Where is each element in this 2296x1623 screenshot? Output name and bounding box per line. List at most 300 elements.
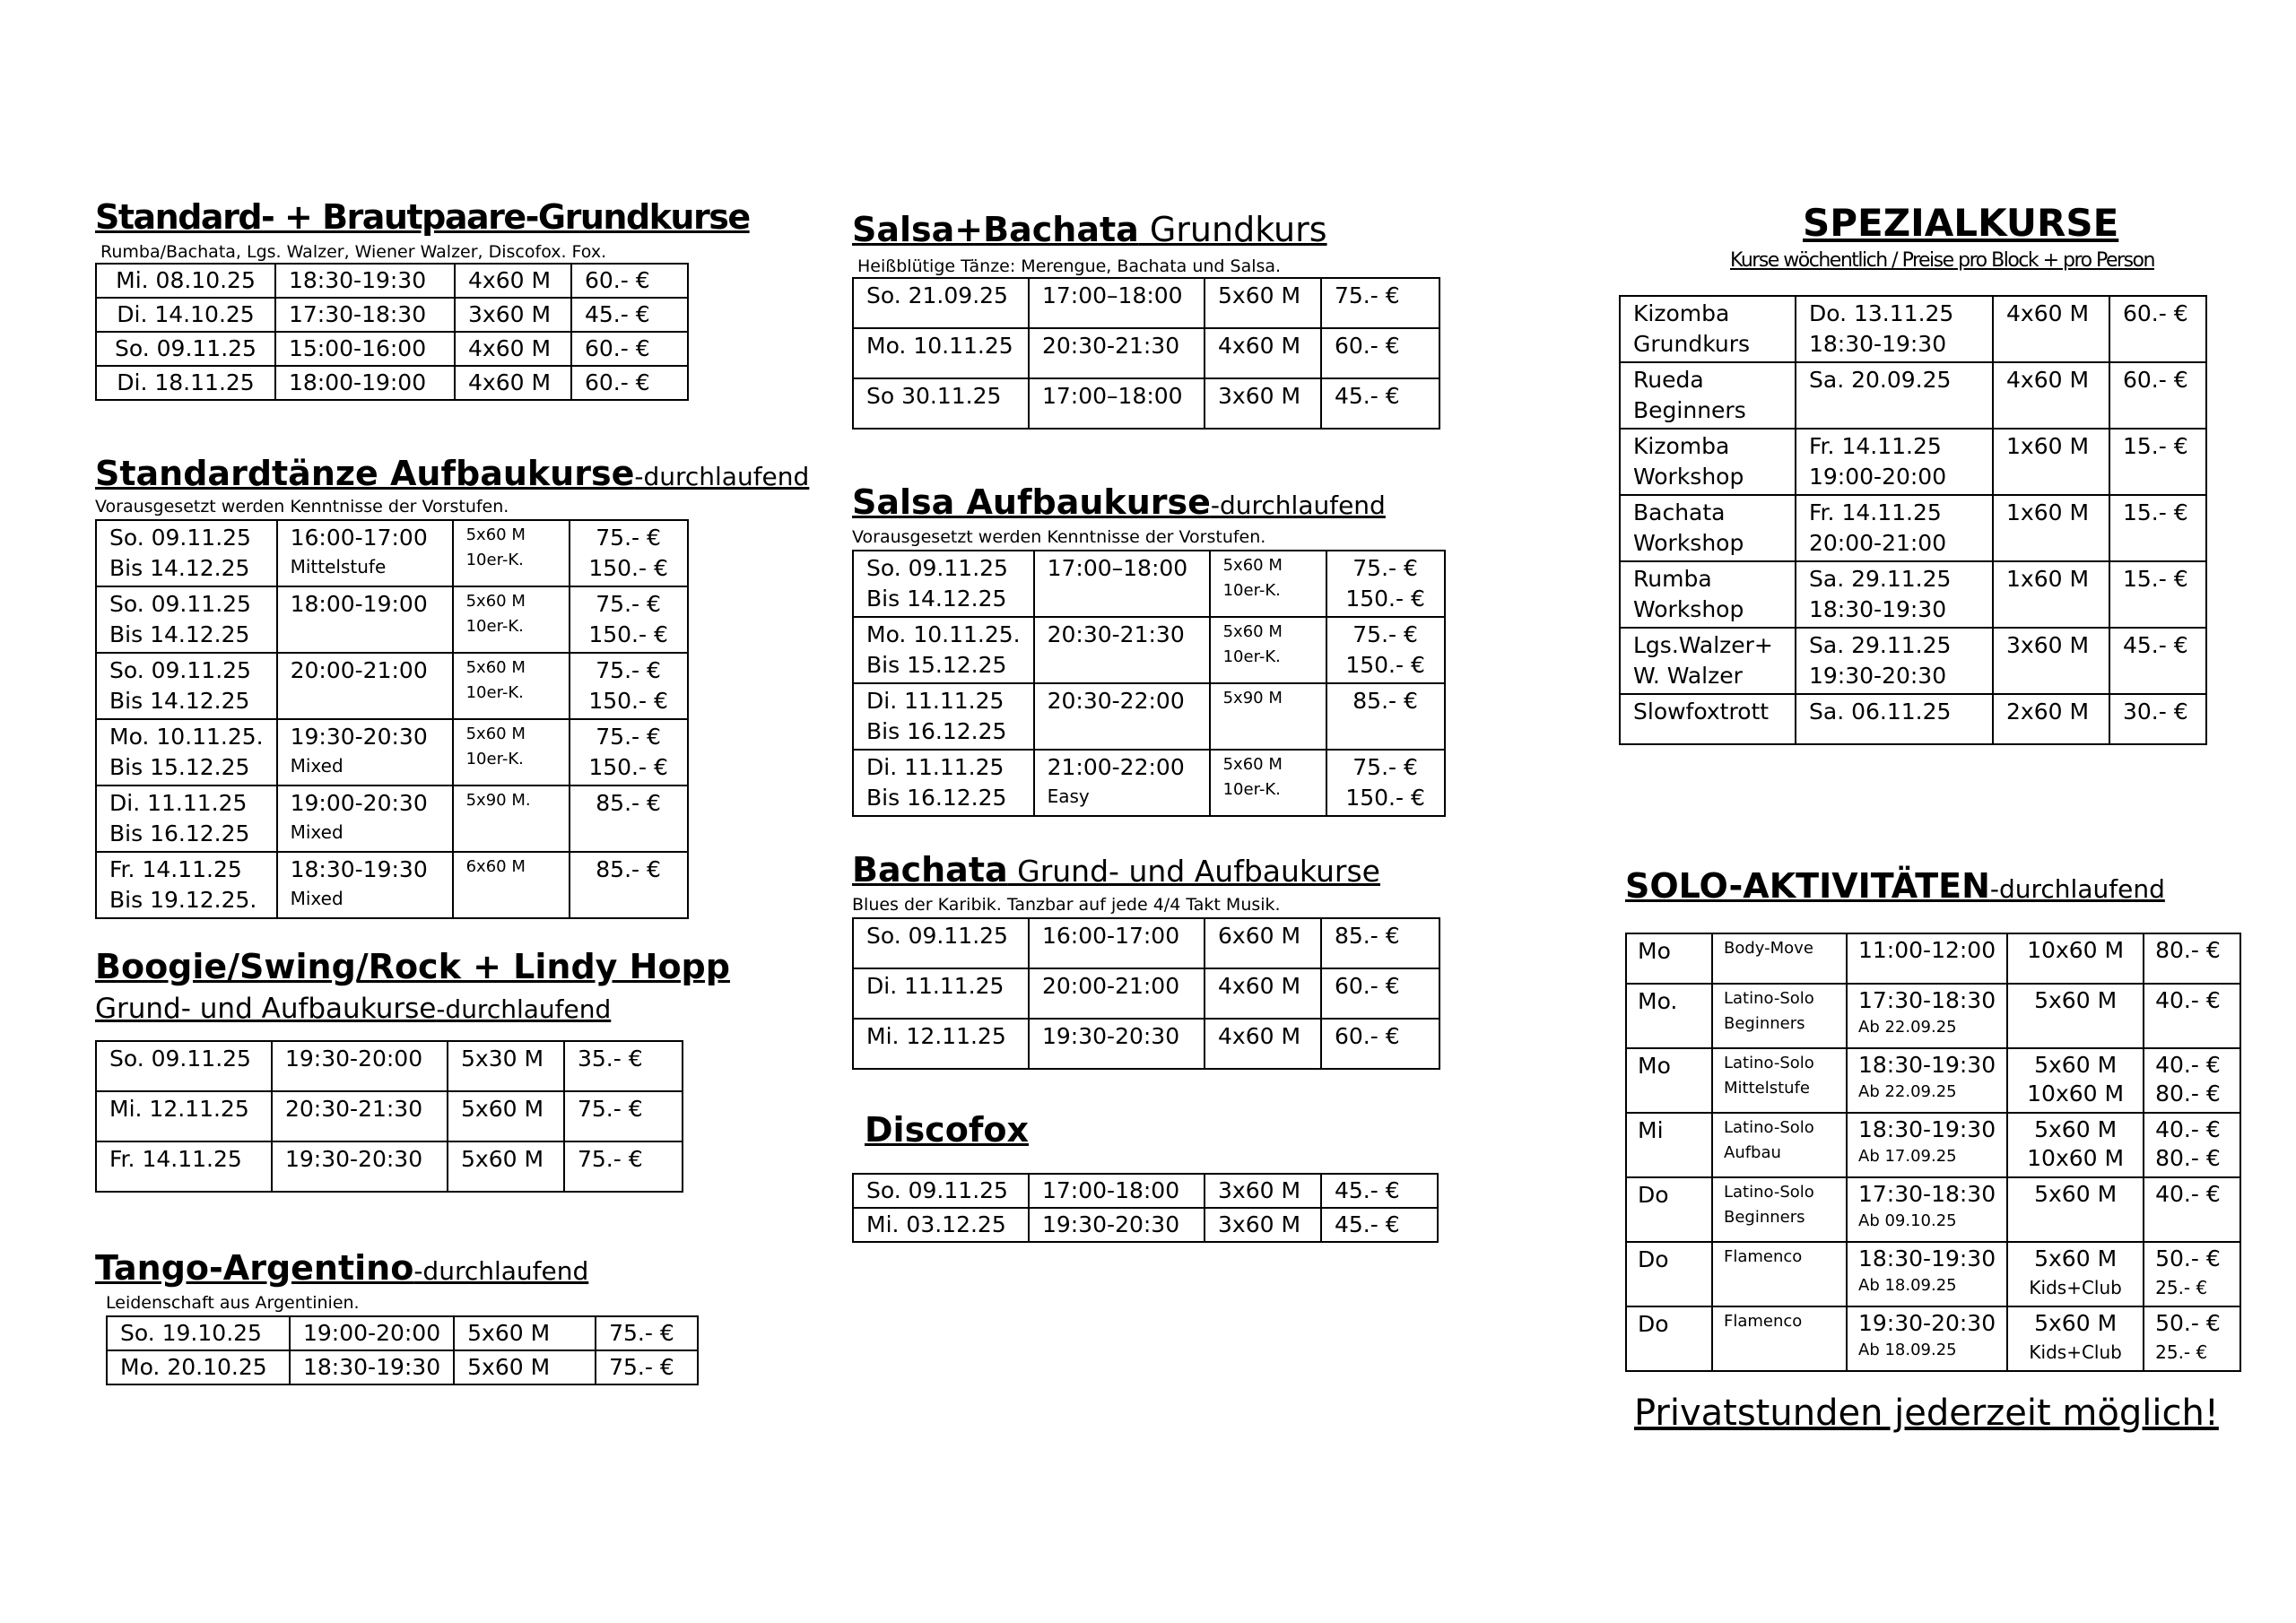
table-cell	[2144, 1048, 2240, 1113]
cell-text: So. 09.11.25	[109, 1045, 251, 1072]
table-cell	[1321, 1174, 1438, 1208]
cell-text: Kids+Club	[2029, 1341, 2122, 1363]
cell-text: 18:30-19:30	[303, 1353, 441, 1380]
table-cell	[1029, 378, 1205, 429]
table-cell	[570, 785, 688, 852]
cell-text: 16:00-17:00	[290, 524, 428, 551]
cell-text: 5x30 M	[461, 1045, 544, 1072]
salsa-aufbau-section	[852, 484, 1446, 817]
cell-text: Mixed	[290, 820, 344, 843]
table-cell	[96, 719, 277, 785]
cell-text: Latino-Solo	[1724, 1053, 1814, 1072]
table-cell	[272, 1041, 448, 1091]
table-cell	[1796, 429, 1993, 495]
table-cell	[1626, 984, 1712, 1048]
table-cell	[2144, 933, 2240, 984]
cell-text: 150.- €	[1345, 651, 1425, 678]
cell-text: Di. 11.11.25	[866, 687, 1004, 714]
table-cell	[290, 1316, 454, 1350]
cell-text: 10x60 M	[2027, 1144, 2125, 1171]
table-cell	[1993, 694, 2109, 744]
table-row	[96, 586, 688, 653]
cell-text: 4x60 M	[1218, 332, 1301, 359]
table-cell	[1796, 362, 1993, 429]
cell-text: Do	[1638, 1310, 1669, 1337]
table-cell	[96, 366, 275, 400]
cell-text: 4x60 M	[1218, 972, 1301, 999]
cell-text: Latino-Solo	[1724, 1117, 1814, 1137]
table-cell	[96, 298, 275, 332]
table-row	[1620, 495, 2206, 561]
cell-text: Bis 15.12.25	[109, 753, 250, 780]
cell-text: Workshop	[1633, 463, 1744, 490]
cell-text: 60.- €	[585, 334, 650, 361]
cell-text: 5x60 M	[465, 591, 526, 611]
cell-text: 10er-K.	[1222, 647, 1281, 666]
cell-text: 45.- €	[1335, 382, 1400, 409]
cell-text: 60.- €	[1335, 972, 1400, 999]
cell-text: 5x60 M	[2034, 1180, 2118, 1207]
table-cell	[1029, 1208, 1205, 1242]
table-row	[853, 551, 1445, 617]
cell-text: Fr. 14.11.25	[109, 1145, 242, 1172]
cell-text: Bis 14.12.25	[866, 585, 1007, 612]
standard-aufbau-table	[95, 519, 689, 919]
cell-text: 10er-K.	[1222, 779, 1281, 799]
table-row	[853, 1208, 1438, 1242]
cell-text: Bis 16.12.25	[866, 784, 1007, 811]
salsa-bachata-title-rest: Grundkurs	[1138, 210, 1327, 249]
cell-text: So. 09.11.25	[866, 1176, 1008, 1203]
cell-text: Mo. 10.11.25	[866, 332, 1013, 359]
table-row	[96, 785, 688, 852]
standard-aufbau-section	[95, 456, 809, 919]
cell-text: 21:00-22:00	[1047, 753, 1185, 780]
cell-text: 75.- €	[596, 590, 661, 617]
table-cell	[853, 1174, 1029, 1208]
table-cell	[96, 1091, 272, 1141]
cell-text: 75.- €	[1335, 282, 1400, 308]
bachata-table	[852, 917, 1440, 1070]
table-cell	[1796, 694, 1993, 744]
table-cell	[853, 750, 1034, 816]
standard-aufbau-subtitle: Vorausgesetzt werden Kenntnisse der Vorstufen.	[95, 496, 509, 516]
cell-text: 18:30-19:30	[1809, 330, 1947, 357]
cell-text: 17:00-18:00	[1042, 1176, 1180, 1203]
table-cell	[2109, 495, 2206, 561]
salsa-bachata-table	[852, 277, 1440, 430]
table-cell	[277, 785, 453, 852]
table-row	[853, 278, 1439, 328]
table-cell	[453, 520, 570, 586]
table-cell	[1034, 551, 1210, 617]
table-cell	[1321, 968, 1439, 1019]
table-row	[96, 332, 688, 366]
cell-text: 20:30-21:30	[1047, 621, 1185, 647]
table-cell	[1205, 378, 1321, 429]
table-cell	[853, 683, 1034, 750]
salsa-bachata-title	[852, 212, 1440, 249]
table-cell	[1712, 1306, 1847, 1371]
table-cell	[1620, 561, 1796, 628]
table-cell	[275, 366, 455, 400]
cell-text: 19:30-20:30	[290, 723, 428, 750]
cell-text: Kids+Club	[2029, 1276, 2122, 1298]
boogie-title2-text: Grund- und Aufbaukurse	[95, 992, 437, 1025]
table-cell	[853, 328, 1029, 378]
cell-text: Flamenco	[1724, 1311, 1803, 1331]
cell-text: Di. 11.11.25	[109, 789, 248, 816]
table-cell	[596, 1350, 698, 1384]
cell-text: 18:00-19:00	[290, 590, 428, 617]
cell-text: 18:30-19:30	[1858, 1245, 1996, 1271]
cell-text: 20:30-21:30	[285, 1095, 423, 1122]
cell-text: Di. 18.11.25	[117, 369, 255, 395]
cell-text: Bis 19.12.25.	[109, 886, 257, 913]
cell-text: Mixed	[290, 754, 344, 777]
table-cell	[1029, 328, 1205, 378]
cell-text: 19:00-20:30	[290, 789, 428, 816]
table-cell	[96, 332, 275, 366]
cell-text: 5x60 M	[2034, 1245, 2118, 1271]
table-cell	[571, 298, 688, 332]
table-cell	[1993, 362, 2109, 429]
cell-text: 20:30-22:00	[1047, 687, 1185, 714]
table-cell	[2109, 694, 2206, 744]
table-cell	[1620, 362, 1796, 429]
cell-text: So. 19.10.25	[120, 1319, 262, 1346]
cell-text: 11:00-12:00	[1858, 936, 1996, 963]
table-cell	[853, 617, 1034, 683]
table-cell	[1620, 296, 1796, 362]
table-cell	[571, 332, 688, 366]
cell-text: Latino-Solo	[1724, 1182, 1814, 1202]
table-cell	[1993, 561, 2109, 628]
table-cell	[1321, 918, 1439, 968]
cell-text: Beginners	[1724, 1013, 1805, 1033]
cell-text: 5x60 M	[2034, 1051, 2118, 1078]
cell-text: 5x60 M	[1222, 621, 1283, 641]
table-cell	[453, 653, 570, 719]
cell-text: 25.- €	[2155, 1276, 2208, 1298]
table-cell	[2109, 362, 2206, 429]
table-cell	[571, 264, 688, 298]
table-cell	[1210, 683, 1326, 750]
table-cell	[107, 1350, 290, 1384]
cell-text: Mi. 03.12.25	[866, 1211, 1006, 1237]
cell-text: Rumba	[1633, 565, 1712, 592]
table-row	[96, 719, 688, 785]
table-cell	[596, 1316, 698, 1350]
cell-text: 20:30-21:30	[1042, 332, 1180, 359]
table-row	[1626, 1113, 2240, 1177]
cell-text: 19:00-20:00	[1809, 463, 1947, 490]
table-row	[853, 968, 1439, 1019]
table-cell	[277, 586, 453, 653]
cell-text: 150.- €	[588, 687, 668, 714]
cell-text: Bis 16.12.25	[109, 820, 250, 846]
table-cell	[570, 586, 688, 653]
cell-text: 40.- €	[2155, 1180, 2221, 1207]
table-cell	[2144, 1242, 2240, 1306]
cell-text: 5x90 M.	[465, 790, 531, 810]
table-cell	[1626, 1113, 1712, 1177]
cell-text: 19:30-20:30	[285, 1145, 423, 1172]
table-cell	[1847, 1242, 2007, 1306]
table-cell	[2007, 1113, 2144, 1177]
standard-grund-section	[95, 199, 750, 401]
cell-text: 20:00-21:00	[1042, 972, 1180, 999]
table-cell	[1210, 551, 1326, 617]
table-cell	[1205, 1019, 1321, 1069]
cell-text: Sa. 29.11.25	[1809, 565, 1952, 592]
bachata-subtitle: Blues der Karibik. Tanzbar auf jede 4/4 Takt Musik.	[852, 894, 1281, 915]
cell-text: 20:00-21:00	[1809, 529, 1947, 556]
table-cell	[1321, 1208, 1438, 1242]
cell-text: 1x60 M	[2006, 565, 2090, 592]
salsa-bachata-title-bold: Salsa+Bachata	[852, 210, 1139, 249]
boogie-suffix: -durchlaufend	[436, 994, 612, 1024]
cell-text: 5x60 M	[2034, 1309, 2118, 1336]
table-cell	[275, 332, 455, 366]
table-cell	[1847, 933, 2007, 984]
table-row	[1626, 1242, 2240, 1306]
cell-text: 75.- €	[596, 656, 661, 683]
table-cell	[1205, 1208, 1321, 1242]
cell-text: Mo	[1638, 937, 1671, 964]
standard-aufbau-title	[95, 456, 809, 493]
cell-text: 19:30-20:30	[1809, 662, 1947, 689]
solo-table	[1625, 933, 2241, 1372]
cell-text: 10x60 M	[2027, 936, 2125, 963]
cell-text: Workshop	[1633, 595, 1744, 622]
cell-text: 75.- €	[596, 524, 661, 551]
table-cell	[1712, 1048, 1847, 1113]
table-cell	[448, 1091, 564, 1141]
cell-text: Rueda	[1633, 366, 1704, 393]
table-cell	[1029, 918, 1205, 968]
table-cell	[1626, 1242, 1712, 1306]
table-cell	[455, 264, 571, 298]
table-cell	[1847, 1113, 2007, 1177]
cell-text: Mo	[1638, 1052, 1671, 1079]
cell-text: 19:30-20:30	[1042, 1211, 1180, 1237]
table-row	[853, 750, 1445, 816]
salsa-aufbau-table	[852, 550, 1446, 817]
table-cell	[290, 1350, 454, 1384]
cell-text: 60.- €	[585, 266, 650, 293]
cell-text: Ab 17.09.25	[1858, 1146, 1957, 1166]
cell-text: Easy	[1047, 785, 1090, 807]
table-cell	[1993, 495, 2109, 561]
cell-text: Kizomba	[1633, 299, 1730, 326]
cell-text: 80.- €	[2155, 936, 2221, 963]
cell-text: 5x60 M	[461, 1145, 544, 1172]
cell-text: 5x60 M	[1218, 282, 1301, 308]
cell-text: Beginners	[1724, 1207, 1805, 1227]
cell-text: 45.- €	[1335, 1176, 1400, 1203]
spezial-subtitle: Kurse wöchentlich / Preise pro Block + pro Person	[1730, 249, 2154, 273]
table-cell	[1620, 694, 1796, 744]
cell-text: 60.- €	[1335, 1022, 1400, 1049]
table-cell	[272, 1141, 448, 1192]
table-cell	[1847, 1048, 2007, 1113]
table-cell	[2144, 1306, 2240, 1371]
table-cell	[1029, 1019, 1205, 1069]
table-cell	[1993, 628, 2109, 694]
table-row	[96, 653, 688, 719]
cell-text: Ab 18.09.25	[1858, 1275, 1957, 1295]
table-cell	[1796, 628, 1993, 694]
table-cell	[1205, 918, 1321, 968]
cell-text: 30.- €	[2123, 698, 2188, 725]
cell-text: 19:30-20:00	[285, 1045, 423, 1072]
table-row	[96, 520, 688, 586]
table-row	[107, 1316, 698, 1350]
cell-text: 75.- €	[596, 723, 661, 750]
cell-text: Do	[1638, 1245, 1669, 1272]
table-cell	[96, 264, 275, 298]
table-cell	[2109, 296, 2206, 362]
cell-text: Mittelstufe	[1724, 1078, 1810, 1098]
cell-text: So. 09.11.25	[866, 922, 1008, 949]
table-cell	[1034, 617, 1210, 683]
table-cell	[1034, 750, 1210, 816]
table-cell	[1796, 495, 1993, 561]
table-cell	[1626, 933, 1712, 984]
solo-title-text: SOLO-AKTIVITÄTEN	[1625, 866, 1990, 906]
cell-text: 60.- €	[2123, 299, 2188, 326]
table-cell	[2144, 1113, 2240, 1177]
salsa-bachata-subtitle: Heißblütige Tänze: Merengue, Bachata und Salsa.	[857, 256, 1282, 276]
table-row	[853, 1174, 1438, 1208]
table-cell	[2007, 933, 2144, 984]
cell-text: 10er-K.	[465, 749, 524, 768]
discofox-title: Discofox	[865, 1110, 1029, 1150]
table-cell	[1321, 278, 1439, 328]
table-row	[853, 378, 1439, 429]
table-row	[1620, 429, 2206, 495]
spezial-title: SPEZIALKURSE	[1803, 201, 2119, 245]
tango-title-text: Tango-Argentino	[95, 1248, 414, 1288]
solo-title	[1625, 868, 2241, 906]
cell-text: 5x90 M	[1222, 688, 1283, 707]
table-cell	[1847, 1177, 2007, 1242]
tango-suffix: -durchlaufend	[413, 1256, 589, 1286]
table-cell	[2007, 1306, 2144, 1371]
table-cell	[107, 1316, 290, 1350]
cell-text: Ab 18.09.25	[1858, 1340, 1957, 1359]
cell-text: 19:30-20:30	[1858, 1309, 1996, 1336]
cell-text: Flamenco	[1724, 1246, 1803, 1266]
table-cell	[2007, 1177, 2144, 1242]
table-cell	[96, 785, 277, 852]
table-row	[1626, 1048, 2240, 1113]
table-row	[96, 264, 688, 298]
table-cell	[454, 1350, 596, 1384]
table-cell	[453, 785, 570, 852]
cell-text: 5x60 M	[465, 724, 526, 743]
table-cell	[1712, 1177, 1847, 1242]
table-cell	[455, 366, 571, 400]
cell-text: 15.- €	[2123, 565, 2188, 592]
table-row	[1620, 362, 2206, 429]
cell-text: 75.- €	[578, 1145, 643, 1172]
cell-text: 4x60 M	[1218, 1022, 1301, 1049]
table-cell	[1326, 551, 1445, 617]
cell-text: 18:30-19:30	[1858, 1051, 1996, 1078]
cell-text: Aufbau	[1724, 1142, 1781, 1162]
table-cell	[277, 653, 453, 719]
cell-text: 17:00–18:00	[1047, 554, 1188, 581]
table-cell	[1205, 278, 1321, 328]
table-cell	[277, 520, 453, 586]
cell-text: 60.- €	[585, 369, 650, 395]
table-cell	[96, 852, 277, 918]
table-cell	[853, 378, 1029, 429]
cell-text: 19:00-20:00	[303, 1319, 441, 1346]
table-cell	[1712, 984, 1847, 1048]
cell-text: 85.- €	[596, 855, 661, 882]
cell-text: 40.- €	[2155, 986, 2221, 1013]
cell-text: 4x60 M	[468, 369, 552, 395]
table-cell	[1205, 328, 1321, 378]
cell-text: 40.- €	[2155, 1051, 2221, 1078]
cell-text: 4x60 M	[2006, 366, 2090, 393]
cell-text: 85.- €	[1352, 687, 1418, 714]
table-cell	[1847, 984, 2007, 1048]
cell-text: 75.- €	[578, 1095, 643, 1122]
boogie-title: Boogie/Swing/Rock + Lindy Hopp	[95, 947, 730, 986]
solo-suffix: -durchlaufend	[1989, 874, 2165, 904]
table-row	[96, 298, 688, 332]
table-cell	[564, 1141, 683, 1192]
cell-text: Mo. 10.11.25.	[866, 621, 1021, 647]
cell-text: Mo. 20.10.25	[120, 1353, 267, 1380]
table-cell	[853, 968, 1029, 1019]
cell-text: Bis 16.12.25	[866, 717, 1007, 744]
cell-text: Body-Move	[1724, 938, 1813, 958]
cell-text: 5x60 M	[1222, 754, 1283, 774]
cell-text: Sa. 20.09.25	[1809, 366, 1952, 393]
cell-text: 60.- €	[2123, 366, 2188, 393]
table-cell	[96, 653, 277, 719]
table-cell	[1029, 278, 1205, 328]
table-cell	[1034, 683, 1210, 750]
table-cell	[2109, 628, 2206, 694]
discofox-section	[852, 1112, 1439, 1243]
table-row	[96, 1141, 683, 1192]
table-cell	[1205, 1174, 1321, 1208]
table-cell	[1712, 1242, 1847, 1306]
cell-text: 20:00-21:00	[290, 656, 428, 683]
cell-text: Mixed	[290, 887, 344, 909]
cell-text: 6x60 M	[1218, 922, 1301, 949]
boogie-title2	[95, 994, 730, 1024]
cell-text: 5x60 M	[465, 525, 526, 544]
bachata-title	[852, 852, 1440, 890]
boogie-table	[95, 1040, 683, 1193]
cell-text: 60.- €	[1335, 332, 1400, 359]
cell-text: 3x60 M	[1218, 382, 1301, 409]
standard-aufbau-title-text: Standardtänze Aufbaukurse	[95, 454, 635, 493]
cell-text: So. 09.11.25	[109, 524, 251, 551]
cell-text: So. 09.11.25	[109, 656, 251, 683]
standard-grund-subtitle: Rumba/Bachata, Lgs. Walzer, Wiener Walzer, Discofox. Fox.	[100, 241, 607, 262]
cell-text: 10er-K.	[465, 616, 524, 636]
cell-text: Bis 14.12.25	[109, 554, 250, 581]
cell-text: 25.- €	[2155, 1341, 2208, 1363]
